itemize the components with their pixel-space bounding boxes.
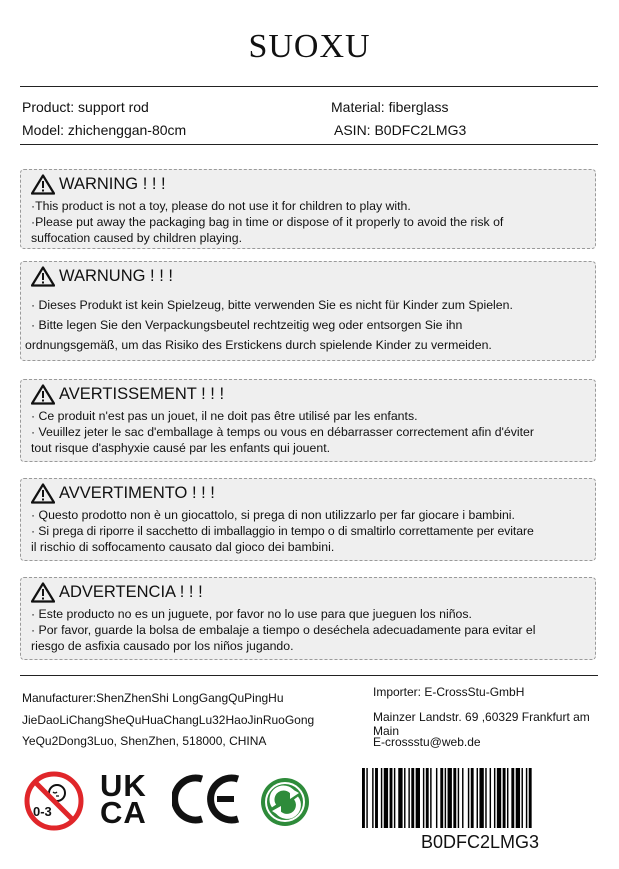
ukca-bottom: CA	[100, 795, 147, 830]
warning-line: il rischio di soffocamento causato dal gioco dei bambini.	[31, 540, 335, 554]
divider-top	[20, 86, 598, 87]
importer-line-2: Mainzer Landstr. 69 ,60329 Frankfurt am Main	[373, 710, 590, 738]
product-material: Material: fiberglass	[331, 99, 449, 115]
warning-line: ·Please put away the packaging bag in time or dispose of it properly to avoid the risk of	[31, 215, 504, 229]
barcode-bar	[398, 768, 402, 828]
warning-line: · Ce produit n'est pas un jouet, il ne doit pas être utilisé par les enfants.	[31, 409, 418, 423]
barcode-bar	[511, 768, 514, 828]
warning-box-de	[20, 261, 596, 361]
age-range-label: 0-3	[33, 804, 52, 819]
product-model: Model: zhichenggan-80cm	[22, 122, 187, 138]
warning-triangle-icon	[31, 483, 55, 504]
barcode-bar	[436, 768, 437, 828]
barcode-bar	[408, 768, 409, 828]
barcode-bar	[522, 768, 523, 828]
warning-line: tout risque d'asphyxie causé par les enfants qui jouent.	[31, 441, 331, 455]
barcode-bar	[426, 768, 429, 828]
barcode-bar	[516, 768, 520, 828]
ukca-top: UK	[100, 768, 147, 803]
warning-line: · Por favor, guarde la bolsa de embalaje a tiempo o deséchela adecuadamente para evitar el	[31, 623, 536, 637]
barcode	[362, 768, 598, 833]
barcode-bar	[430, 768, 431, 828]
barcode-bar	[404, 768, 405, 828]
barcode-bar	[375, 768, 378, 828]
recycle-icon	[257, 774, 313, 835]
barcode-bar	[503, 768, 506, 828]
warning-box-fr	[20, 379, 596, 462]
barcode-bar	[485, 768, 486, 828]
warning-line: · Este producto no es un juguete, por favor no lo use para que jueguen los niños.	[31, 607, 472, 621]
barcode-bar	[458, 768, 459, 828]
product-asin: ASIN: B0DFC2LMG3	[334, 122, 467, 138]
warning-title-es	[31, 582, 589, 603]
barcode-bar	[526, 768, 527, 828]
ce-label: CE	[172, 771, 174, 772]
age-warning-icon	[23, 770, 85, 837]
barcode-bar	[440, 768, 443, 828]
barcode-bar	[448, 768, 452, 828]
manufacturer-line-1: Manufacturer:ShenZhenShi LongGangQuPingHu	[22, 691, 284, 705]
warning-triangle-icon	[31, 384, 55, 405]
warning-title-text: WARNUNG ! ! !	[59, 267, 173, 285]
warning-title-en	[31, 174, 589, 195]
warning-line: · Questo prodotto non è un giocattolo, si prega di non utilizzarlo per far giocare i bambini.	[31, 508, 515, 522]
barcode-bar	[381, 768, 382, 828]
divider-mid	[20, 144, 598, 145]
barcode-bar	[490, 768, 491, 828]
barcode-bar	[394, 768, 395, 828]
barcode-bar	[529, 768, 532, 828]
warning-line: riesgo de asfixia causado por los niños jugando.	[31, 639, 294, 653]
manufacturer-line-3: YeQu2Dong3Luo, ShenZhen, 518000, CHINA	[22, 734, 267, 748]
barcode-bar	[366, 768, 367, 828]
barcode-bar	[507, 768, 508, 828]
barcode-bar	[494, 768, 495, 828]
barcode-bar	[497, 768, 501, 828]
barcode-bar	[372, 768, 373, 828]
brand-title: SUOXU	[248, 28, 371, 65]
warning-title-fr	[31, 384, 589, 405]
warning-title-text: AVVERTIMENTO ! ! !	[59, 484, 215, 502]
warning-line: · Dieses Produkt ist kein Spielzeug, bitte verwenden Sie es nicht für Kinder zum Spielen.	[31, 298, 513, 312]
ce-mark	[172, 771, 244, 832]
importer-line-1: Importer: E-CrossStu-GmbH	[373, 685, 525, 699]
barcode-bar	[411, 768, 414, 828]
warning-title-text: ADVERTENCIA ! ! !	[59, 583, 203, 601]
barcode-bar	[362, 768, 365, 828]
barcode-bar	[477, 768, 478, 828]
importer-line-3: E-crossstu@web.de	[373, 735, 481, 749]
barcode-bar	[384, 768, 388, 828]
warning-box-en	[20, 169, 596, 249]
ukca-mark	[100, 768, 158, 830]
warning-triangle-icon	[31, 582, 55, 603]
warning-title-text: WARNING ! ! !	[59, 175, 166, 193]
warning-triangle-icon	[31, 174, 55, 195]
warning-triangle-icon	[31, 266, 55, 287]
warning-title-de	[31, 266, 589, 287]
barcode-bar	[468, 768, 469, 828]
barcode-bar	[390, 768, 393, 828]
barcode-bar	[423, 768, 424, 828]
warning-line: · Si prega di riporre il sacchetto di imballaggio in tempo o di smaltirlo correttamente per evitare	[31, 524, 534, 538]
barcode-bar	[462, 768, 463, 828]
barcode-bar	[453, 768, 456, 828]
barcode-bar	[445, 768, 446, 828]
barcode-number: B0DFC2LMG3	[420, 832, 540, 852]
manufacturer-line-2: JieDaoLiChangSheQuHuaChangLu32HaoJinRuoGong	[22, 713, 315, 727]
warning-line: ·This product is not a toy, please do not use it for children to play with.	[31, 199, 411, 213]
warning-line: · Veuillez jeter le sac d'emballage à temps ou vous en débarrasser correctement afin d'éviter	[31, 425, 534, 439]
warning-title-text: AVERTISSEMENT ! ! !	[59, 385, 225, 403]
barcode-bar	[471, 768, 474, 828]
divider-bottom	[20, 675, 598, 676]
warning-box-es	[20, 577, 596, 660]
barcode-bar	[416, 768, 420, 828]
warning-line: suffocation caused by children playing.	[31, 231, 243, 245]
product-name: Product: support rod	[22, 99, 149, 115]
warning-line: · Bitte legen Sie den Verpackungsbeutel rechtzeitig weg oder entsorgen Sie ihn	[31, 318, 463, 332]
warning-title-it	[31, 483, 589, 504]
warning-box-it	[20, 478, 596, 561]
warning-line: ordnungsgemäß, um das Risiko des Erstickens durch spielende Kinder zu vermeiden.	[25, 338, 492, 352]
barcode-bar	[479, 768, 483, 828]
